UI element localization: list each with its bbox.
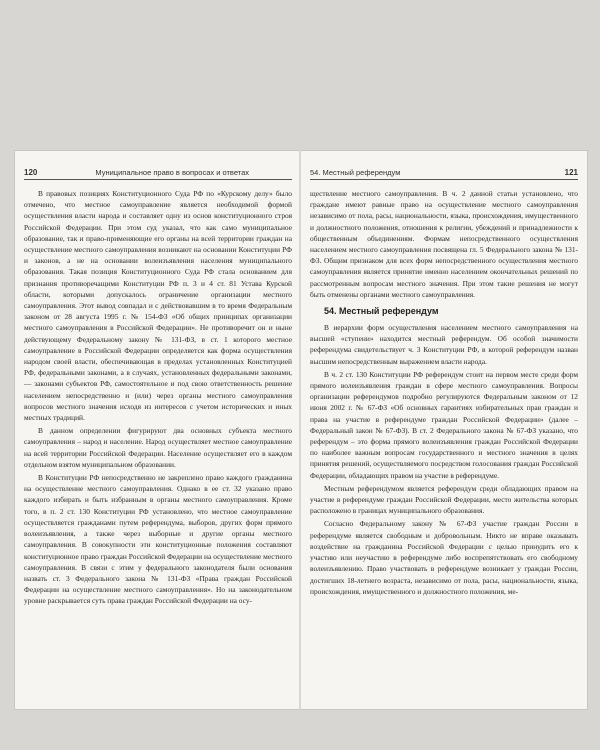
book-gutter	[299, 150, 301, 710]
book-spread	[14, 150, 588, 710]
paragraph: Согласно Федеральному закону № 67-ФЗ участие граждан России в референдуме является свободным и добровольным. Никто не вправе оказывать воздействие на гражданина Российской Федерации с целью принудить его к участию или неучастию в референдуме либо воспрепятствовать его свободному волеизъявлению. Право участвовать в референдуме возникает у граждан России, достигших 18-летнего возраста, независимо от пола, расы, национальности, языка, происхождения, имущественного и должностного положения, ме-	[310, 519, 578, 596]
paragraph: В иерархии форм осуществления населением местного самоуправления на высшей «ступени» находится местный референдум. Об особой значимости референдума свидетельствует ч. 3 Конституции РФ, в которой референдум назван высшим непосредственным выражением власти народа.	[310, 323, 578, 366]
left-page-number: 120	[24, 168, 38, 177]
right-running-title: 54. Местный референдум	[310, 168, 401, 177]
left-page	[24, 168, 292, 609]
paragraph: В Конституции РФ непосредственно не закреплено право каждого гражданина на осуществление местного самоуправления. Однако в ее ст. 32 указано право каждого избирать и быть избранным в органы местного самоуправления. Кроме того, в п. 2 ст. 130 Конституции РФ установлено, что местное самоуправление осуществляется гражданами путем референдума, выборов, других форм прямого волеизъявления, а также через выборные и другие органы местного самоуправления. В совокупности эти конституционные положения составляют конституционное право граждан Российской Федерации на осуществление местного самоуправления. В связи с этим у федерального законодателя были основания назвать ст. 3 Федерального закона № 131-ФЗ «Права граждан Российской Федерации на осуществление местного самоуправления». Но на законодательном уровне раскрывается суть права граждан Российской Федерации на осу-	[24, 473, 292, 606]
right-page	[310, 168, 578, 599]
paragraph: В ч. 2 ст. 130 Конституции РФ референдум стоит на первом месте среди форм прямого волеизъявления граждан в сфере местного самоуправления. Вопросы организации референдумов подробно регулируются Федеральным законом от 12 июня 2002 г. № 67-ФЗ «Об основных гарантиях избирательных прав граждан и права на участие в референдуме граждан Российской Федерации» (далее – Федеральный закон № 67-ФЗ). В ст. 2 Федерального закона № 67-ФЗ указано, что референдум – это форма прямого волеизъявления граждан Российской Федерации по наиболее важным вопросам государственного и местного значения в целях принятия решений, осуществляемого посредством голосования граждан Российской Федерации, обладающих правом на участие в референдуме.	[310, 369, 578, 480]
paragraph: В правовых позициях Конституционного Суда РФ по «Курскому делу» было отмечено, что местное самоуправление является необходимой формой осуществления власти народа и составляет одну из основ конституционного строя Российской Федерации. При этом суд указал, что как само муниципальное образование, так и право-применяющие его органы на всей территории граждан на осуществление местного самоуправления возникают на основании Конституции РФ и законов, а не на основании волеизъявления населения муниципального образования. Такая позиция Конституционного Суда РФ стала основанием для признания противоречащими Конституции РФ п. 3 и 4 ст. 81 Устава Курской области, которыми допускалось ограничение организации местного самоуправления. Этот вывод совпадал и с действовавшим в то время Федеральным законом от 28 августа 1995 г. № 154-ФЗ «Об общих принципах организации местного самоуправления в Российской Федерации». Не противоречит он и ныне действующему Федеральному закону № 131-ФЗ, в ст. 1 которого местное самоуправление в Российской Федерации определяется как форма осуществления народом своей власти, обеспечивающая в пределах установленных Конституцией РФ, федеральными законами, а в случаях, установленных федеральными законами, — законами субъектов РФ, самостоятельное и под свою ответственность решение населением непосредственно и (или) через органы местного самоуправления вопросов местного значения исходя из интересов с учетом исторических и иных местных традиций.	[24, 189, 292, 423]
left-running-title: Муниципальное право в вопросах и ответах	[95, 168, 250, 177]
right-running-head	[310, 168, 578, 180]
section-heading: 54. Местный референдум	[324, 306, 439, 317]
paragraph: ществление местного самоуправления. В ч. 2 данной статьи установлено, что граждане имеют равные право на осуществление местного самоуправления независимо от пола, расы, национальности, языка, происхождения, имущественного и должностного положения, отношения к религии, убеждений и принадлежности к общественным объединениям. Формам непосредственного осуществления населением местного самоуправления посвящена гл. 5 Федерального закона № 131-ФЗ. Общим признаком для всех форм непосредственного осуществления местного самоуправления является принятие именно населением окончательных решений по рассмотренным вопросам местного значения. При этом такие решения не могут быть отменены органами местного самоуправления.	[310, 189, 578, 299]
left-page-body	[24, 188, 292, 607]
right-page-number: 121	[564, 168, 578, 177]
right-page-body	[310, 188, 578, 597]
paragraph: В данном определении фигурируют два основных субъекта местного самоуправления – народ и население. Народ осуществляет местное самоуправление на всей территории Российской Федерации. Население осуществляет его в каждом отдельном взятом муниципальном образовании.	[24, 426, 292, 469]
left-running-head	[24, 168, 292, 180]
paragraph: Местным референдумом является референдум среди обладающих правом на участие в референдуме граждан Российской Федерации, место жительства которых расположено в границах муниципального образования.	[310, 483, 578, 516]
